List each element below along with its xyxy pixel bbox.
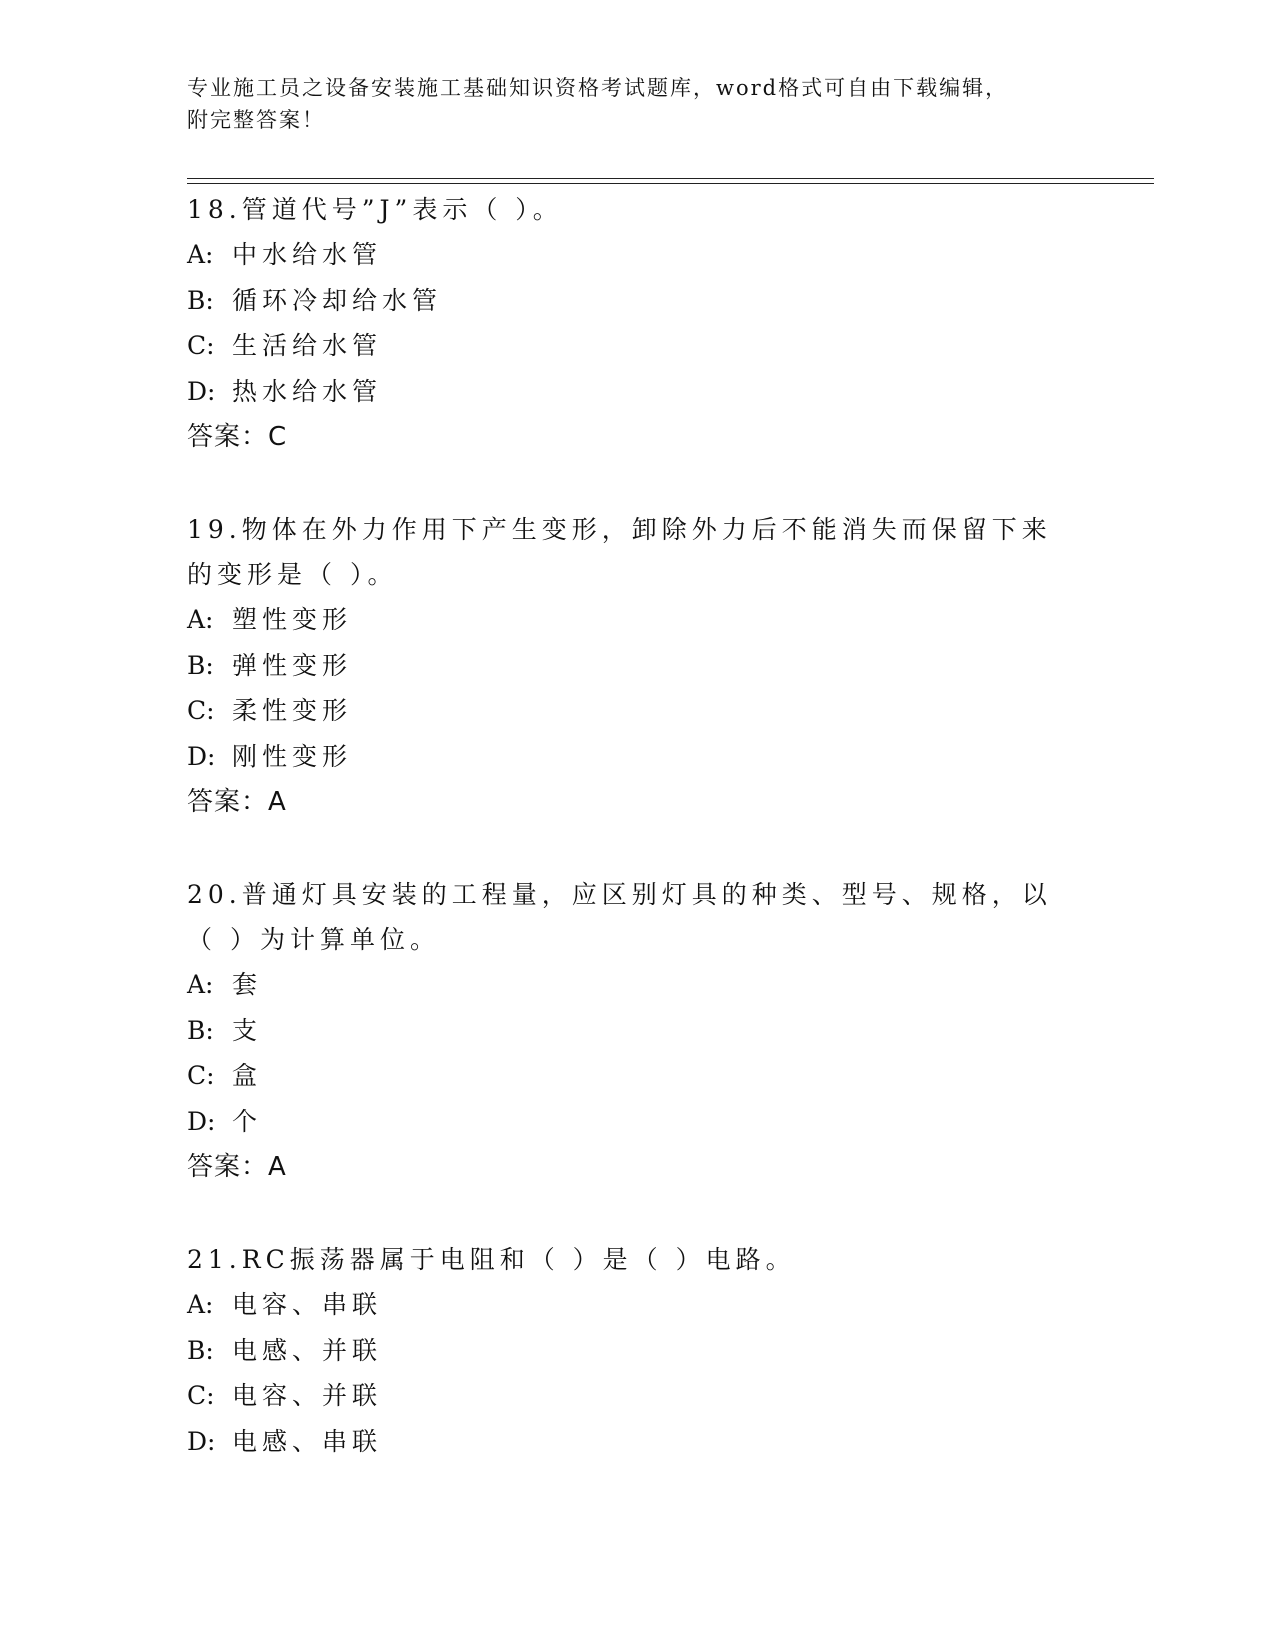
header-line-2: 附完整答案！ [187, 108, 325, 132]
option-text: 塑性变形 [232, 605, 353, 634]
option-a [187, 597, 1087, 643]
question-20 [187, 872, 1087, 1190]
option-d [187, 1099, 1087, 1145]
option-d [187, 734, 1087, 780]
question-18 [187, 187, 1087, 460]
option-c [187, 688, 1087, 734]
option-key: C: [187, 331, 215, 360]
option-text: 电容、串联 [232, 1290, 383, 1319]
option-text: 盒 [232, 1061, 263, 1090]
document-header [187, 72, 1087, 136]
option-d [187, 1419, 1087, 1465]
option-key: B: [187, 650, 214, 680]
question-stem: 19.物体在外力作用下产生变形，卸除外力后不能消失而保留下来的变形是（ ）。 [187, 515, 1052, 589]
option-c [187, 323, 1087, 369]
answer-line: 答案：A [187, 1152, 287, 1182]
option-d [187, 369, 1087, 415]
option-key: B: [187, 1335, 214, 1365]
option-b [187, 278, 1087, 324]
question-stem: 20.普通灯具安装的工程量，应区别灯具的种类、型号、规格，以（ ）为计算单位。 [187, 880, 1052, 954]
option-key: A: [187, 240, 214, 269]
option-key: C: [187, 696, 215, 725]
option-text: 柔性变形 [232, 696, 353, 725]
header-divider-top [187, 178, 1154, 179]
question-stem: 18.管道代号”J”表示（ ）。 [187, 195, 563, 224]
option-b [187, 1008, 1087, 1054]
question-list [187, 187, 1087, 1511]
option-text: 电感、串联 [232, 1426, 383, 1456]
option-key: A: [187, 605, 214, 634]
option-key: D: [187, 741, 216, 771]
question-19 [187, 507, 1087, 825]
option-c [187, 1053, 1087, 1099]
option-text: 循环冷却给水管 [232, 285, 443, 315]
header-divider-bottom [187, 183, 1154, 184]
option-text: 支 [232, 1015, 263, 1045]
option-key: B: [187, 1015, 214, 1045]
option-a [187, 1282, 1087, 1328]
option-a [187, 962, 1087, 1008]
option-c [187, 1373, 1087, 1419]
option-text: 热水给水管 [232, 376, 383, 406]
option-key: D: [187, 1426, 216, 1456]
option-key: A: [187, 970, 214, 999]
option-key: D: [187, 1106, 216, 1136]
option-text: 刚性变形 [232, 741, 353, 771]
option-text: 生活给水管 [232, 331, 383, 360]
option-a [187, 232, 1087, 278]
option-text: 弹性变形 [232, 650, 353, 680]
answer-line: 答案：C [187, 422, 288, 452]
option-key: B: [187, 285, 214, 315]
option-key: C: [187, 1061, 215, 1090]
option-key: C: [187, 1381, 215, 1410]
option-text: 电感、并联 [232, 1335, 383, 1365]
option-text: 电容、并联 [232, 1381, 383, 1410]
option-text: 中水给水管 [232, 240, 383, 269]
option-key: D: [187, 376, 216, 406]
answer-line: 答案：A [187, 787, 287, 817]
option-key: A: [187, 1290, 214, 1319]
question-21 [187, 1237, 1087, 1464]
option-b [187, 643, 1087, 689]
option-text: 个 [232, 1106, 263, 1136]
question-stem: 21.RC振荡器属于电阻和（ ）是（ ）电路。 [187, 1245, 796, 1274]
header-line-1: 专业施工员之设备安装施工基础知识资格考试题库，word格式可自由下载编辑， [187, 76, 1009, 100]
option-b [187, 1328, 1087, 1374]
option-text: 套 [232, 970, 263, 999]
